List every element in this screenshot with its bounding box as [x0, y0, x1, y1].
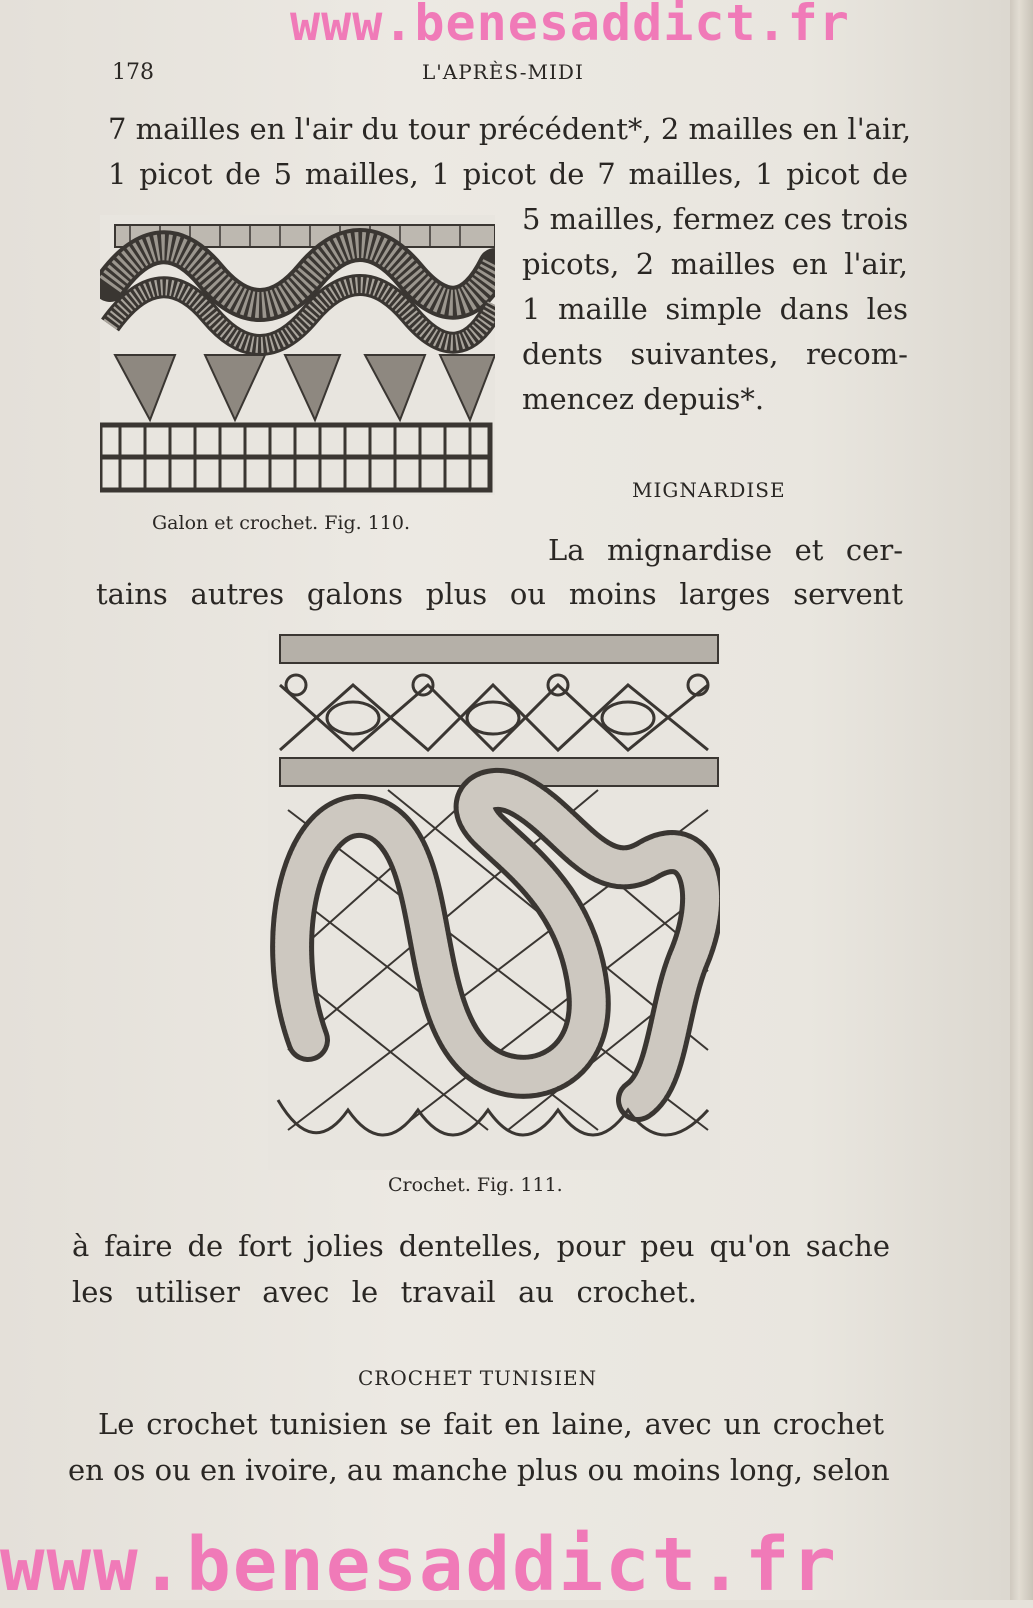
text-line: 7 mailles en l'air du tour précédent*, 2 mailles en l'air, — [108, 112, 912, 146]
text-line: à faire de fort jolies dentelles, pour peu qu'on sache — [72, 1229, 890, 1263]
running-title: L'APRÈS-MIDI — [422, 60, 584, 84]
figure-110-caption: Galon et crochet. Fig. 110. — [152, 512, 411, 534]
figure-111-caption: Crochet. Fig. 111. — [388, 1174, 563, 1196]
text-line: La mignardise et cer- — [548, 533, 903, 567]
watermark-top: www.benesaddict.fr — [290, 0, 850, 52]
text-line: mencez depuis*. — [522, 382, 765, 416]
page-edge — [1010, 0, 1033, 1600]
watermark-bottom: www.benesaddict.fr — [0, 1522, 838, 1608]
crochet-lace-figure-111 — [268, 630, 720, 1170]
text-line: 1 maille simple dans les — [522, 292, 908, 326]
text-line: 1 picot de 5 mailles, 1 picot de 7 mailles, 1 picot de — [108, 157, 908, 191]
text-line: picots, 2 mailles en l'air, — [522, 247, 908, 281]
heading-mignardise: MIGNARDISE — [632, 478, 786, 502]
text-line: en os ou en ivoire, au manche plus ou moins long, selon — [68, 1453, 890, 1487]
text-line: dents suivantes, recom- — [522, 337, 908, 371]
page-number: 178 — [112, 60, 154, 85]
heading-crochet-tunisien: CROCHET TUNISIEN — [358, 1366, 598, 1390]
text-line: 5 mailles, fermez ces trois — [522, 202, 909, 236]
crochet-galon-figure-110 — [100, 215, 495, 495]
text-line: Le crochet tunisien se fait en laine, avec un crochet — [98, 1407, 884, 1441]
text-line: les utiliser avec le travail au crochet. — [72, 1275, 697, 1309]
text-line: tains autres galons plus ou moins larges servent — [96, 577, 903, 611]
